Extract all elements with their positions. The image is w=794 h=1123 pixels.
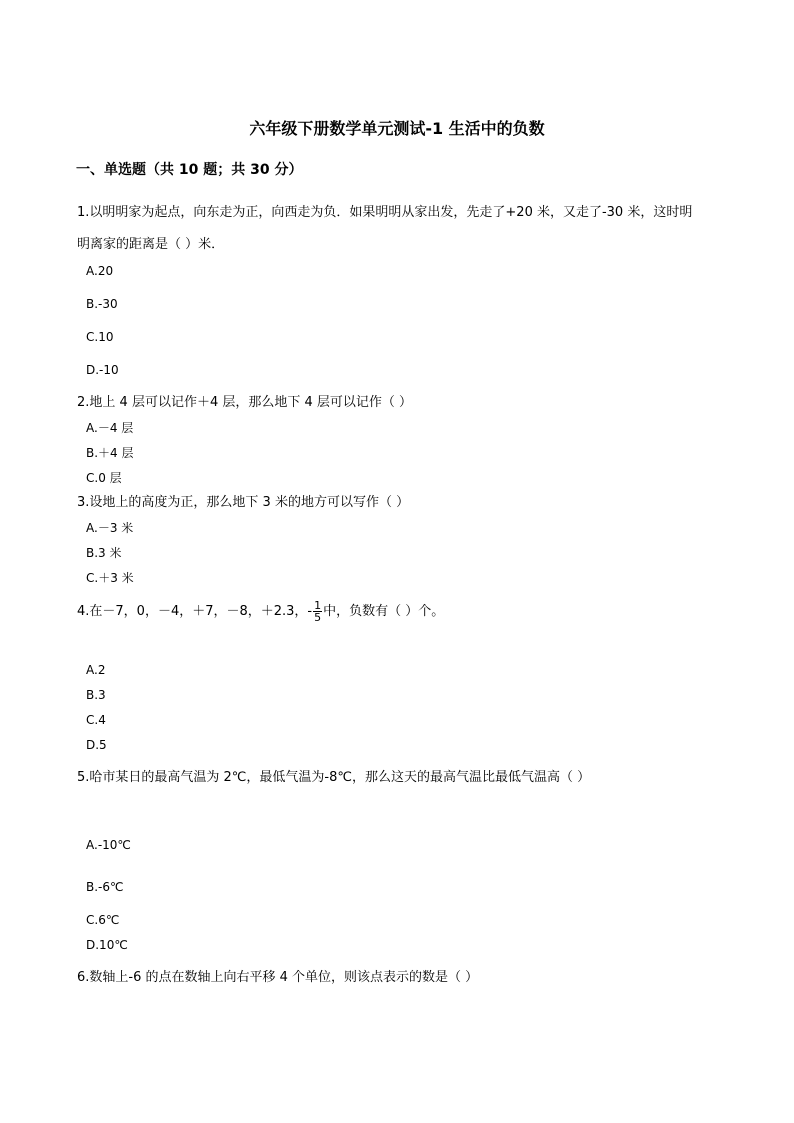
question-1-line-1: 1.以明明家为起点，向东走为正，向西走为负．如果明明从家出发，先走了+20 米，又走了-30 米，这时明 [77,205,693,220]
question-4-text-pre: 4.在－7，0，－4，＋7，－8，＋2.3，- [77,604,313,619]
question-4-option-a: A.2 [86,663,106,677]
question-4-option-d: D.5 [86,738,107,752]
question-3-option-c: C.＋3 米 [86,571,134,585]
question-1-option-c: C.10 [86,330,114,344]
question-3-option-a: A.－3 米 [86,521,134,535]
question-5-option-c: C.6℃ [86,913,120,927]
question-5-option-d: D.10℃ [86,938,128,952]
question-1-option-b: B.-30 [86,297,118,311]
question-1-line-2: 明离家的距离是（ ）米． [77,237,225,252]
question-1-option-a: A.20 [86,264,114,278]
question-1-option-d: D.-10 [86,363,119,377]
question-4-option-b: B.3 [86,688,106,702]
fraction [313,600,322,623]
question-4-text-post: 中，负数有（ ）个。 [323,604,445,619]
question-2-option-a: A.－4 层 [86,421,134,435]
question-3-text: 3.设地上的高度为正，那么地下 3 米的地方可以写作（ ） [77,495,410,510]
question-4-text [77,600,444,623]
document-title: 六年级下册数学单元测试-1 生活中的负数 [249,119,545,138]
question-5-option-a: A.-10℃ [86,838,131,852]
question-2-option-b: B.＋4 层 [86,446,134,460]
question-6-text: 6.数轴上-6 的点在数轴上向右平移 4 个单位，则该点表示的数是（ ） [77,970,479,985]
question-4-option-c: C.4 [86,713,106,727]
fraction-denominator: 5 [314,611,322,624]
section-heading: 一、单选题（共 10 题；共 30 分） [76,162,303,178]
question-5-option-b: B.-6℃ [86,880,124,894]
fraction-numerator: 1 [314,599,322,612]
question-2-text: 2.地上 4 层可以记作＋4 层，那么地下 4 层可以记作（ ） [77,395,413,410]
question-2-option-c: C.0 层 [86,471,122,485]
question-5-text: 5.哈市某日的最高气温为 2℃，最低气温为-8℃，那么这天的最高气温比最低气温高（ ） [77,770,591,785]
question-3-option-b: B.3 米 [86,546,122,560]
